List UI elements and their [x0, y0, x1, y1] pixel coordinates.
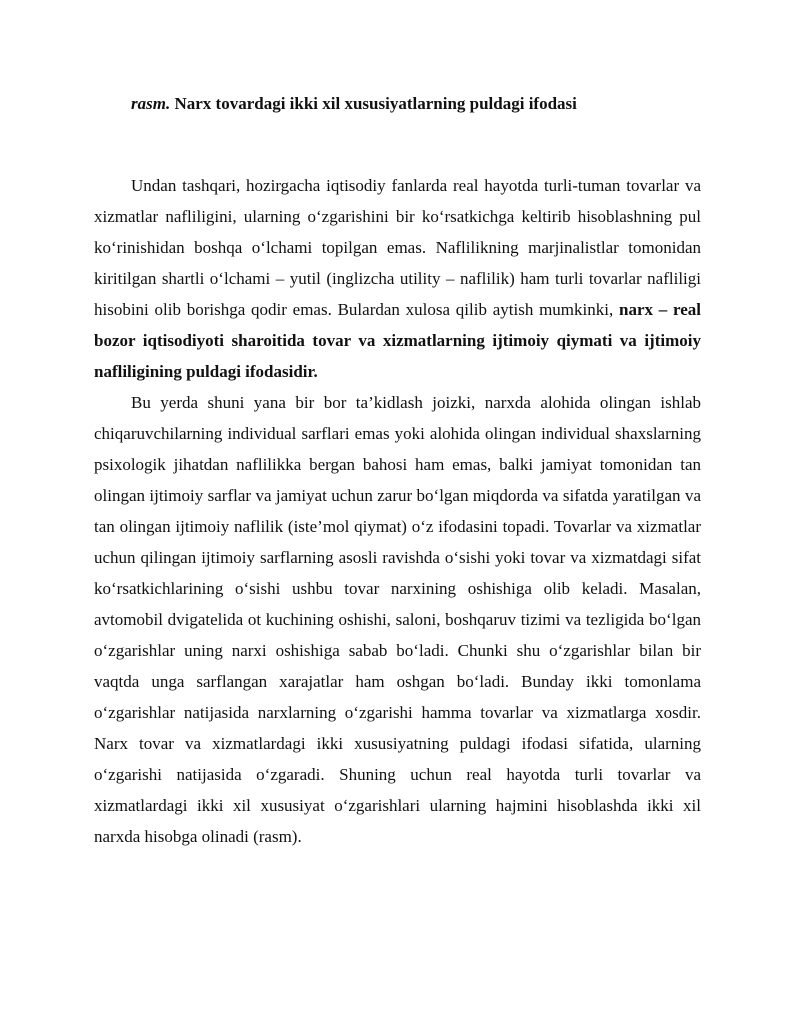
caption-prefix: rasm. [131, 94, 171, 113]
paragraph-1-text: Undan tashqari, hozirgacha iqtisodiy fanlarda real hayotda turli-tuman tovarlar va xizmatlar nafliligini, ularning o‘zgarishini bir ko‘rsatkichga keltirib hisoblashning pul ko‘rinishidan boshqa o‘lchami topilgan emas. Naflilikning marjinalistlar tomonidan kiritilgan shartli o‘lchami – yutil (inglizcha utility – naflilik) ham turli tovarlar nafliligi hisobini olib borishga qodir emas. Bulardan xulosa qilib aytish mumkinki, [94, 176, 701, 319]
body-text [94, 170, 701, 852]
paragraph-1-bold-definition: narx – real bozor iqtisodiyoti sharoitida tovar va xizmatlarning ijtimoiy qiymati va ijtimoiy nafliligining puldagi ifodasidir. [94, 300, 701, 381]
figure-caption [131, 92, 731, 116]
caption-title: Narx tovardagi ikki xil xususiyatlarning puldagi ifodasi [174, 94, 577, 113]
paragraph-1 [94, 170, 701, 387]
paragraph-2: Bu yerda shuni yana bir bor ta’kidlash joizki, narxda alohida olingan ishlab chiqaruvchilarning individual sarflari emas yoki alohida olingan individual shaxslarning psixologik jihatdan naflilikka bergan bahosi ham emas, balki jamiyat tomonidan tan olingan ijtimoiy sarflar va jamiyat uchun zarur bo‘lgan miqdorda va sifatda yaratilgan va tan olingan ijtimoiy naflilik (iste’mol qiymat) o‘z ifodasini topadi. Tovarlar va xizmatlar uchun qilingan ijtimoiy sarflarning asosli ravishda o‘sishi yoki tovar va xizmatdagi sifat ko‘rsatkichlarining o‘sishi ushbu tovar narxining oshishiga olib keladi. Masalan, avtomobil dvigatelida ot kuchining oshishi, saloni, boshqaruv tizimi va tezligida bo‘lgan o‘zgarishlar uning narxi oshishiga sabab bo‘ladi. Chunki shu o‘zgarishlar bilan bir vaqtda unga sarflangan xarajatlar ham oshgan bo‘ladi. Bunday ikki tomonlama o‘zgarishlar natijasida narxlarning o‘zgarishi hamma tovarlar va xizmatlarga xosdir. Narx tovar va xizmatlardagi ikki xususiyatning puldagi ifodasi sifatida, ularning o‘zgarishi natijasida o‘zgaradi. Shuning uchun real hayotda turli tovarlar va xizmatlardagi ikki xil xususiyat o‘zgarishlari ularning hajmini hisoblashda ikki xil narxda hisobga olinadi (rasm). [94, 393, 701, 846]
